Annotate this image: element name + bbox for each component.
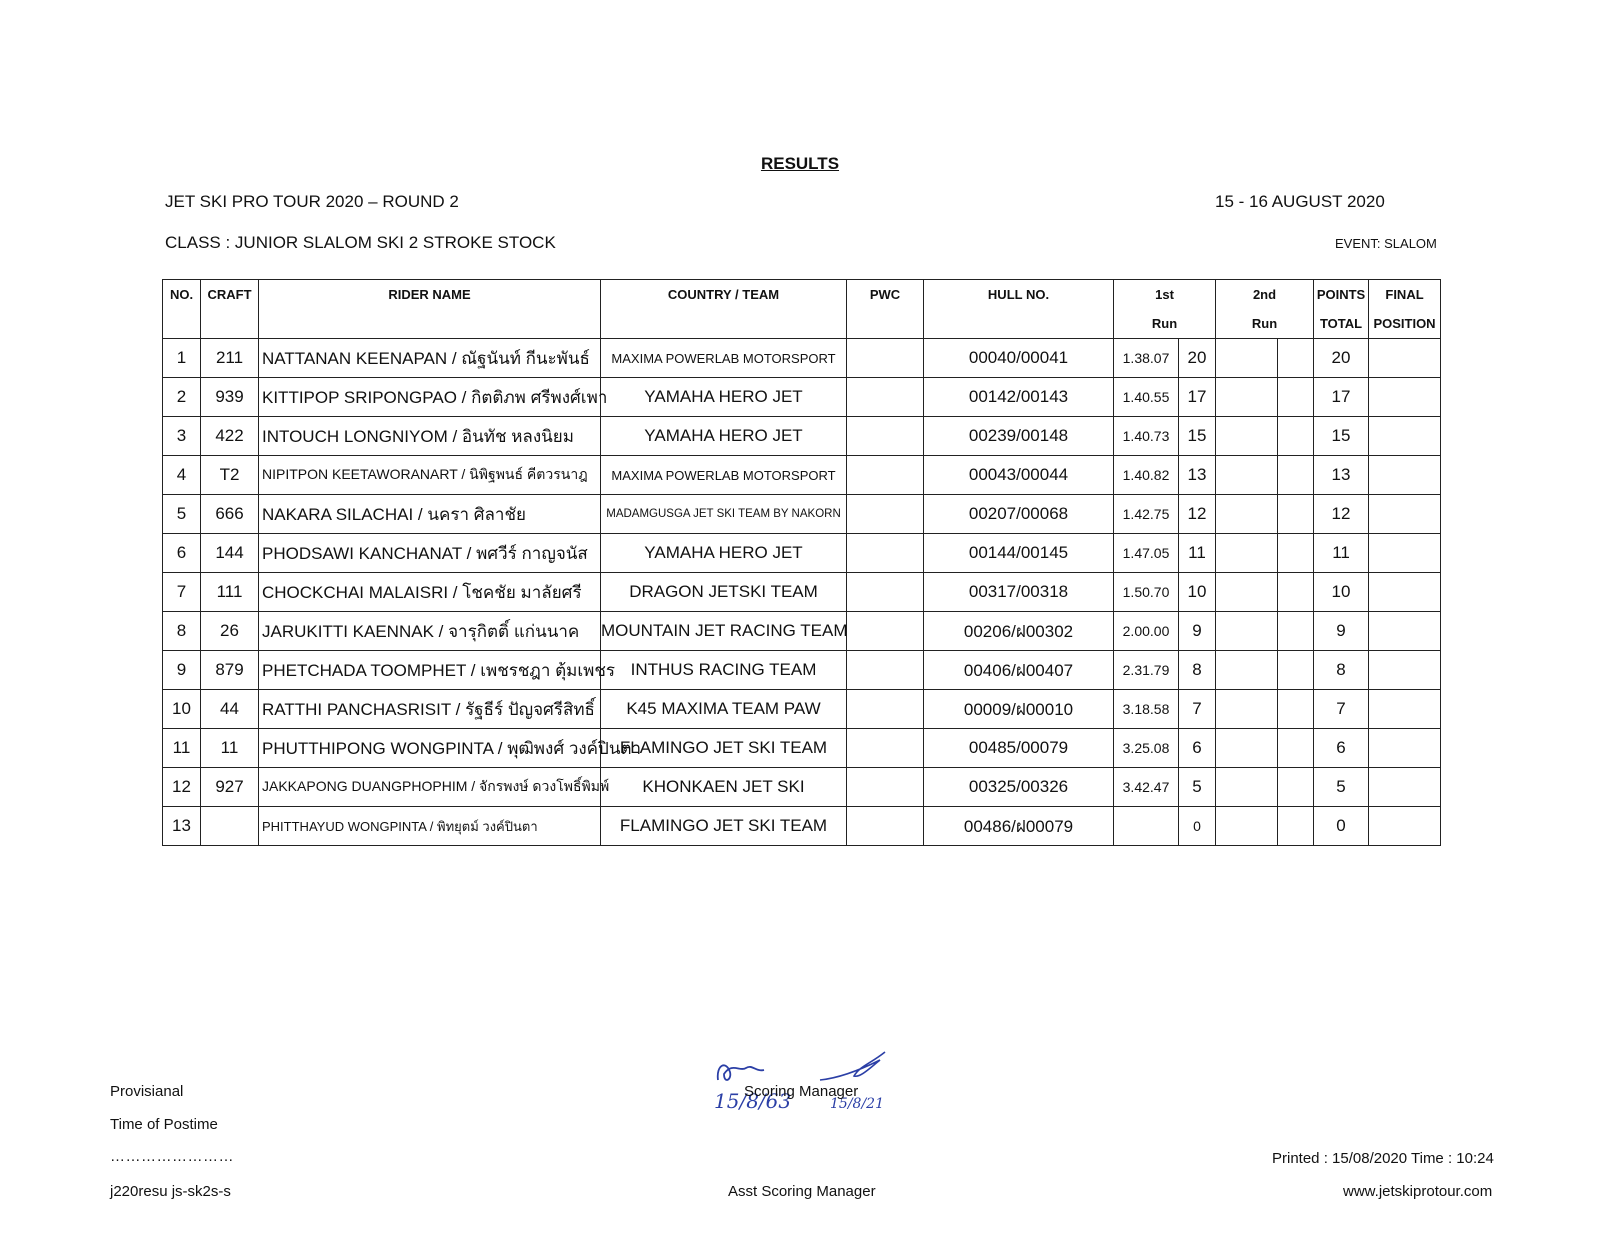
- country-team: YAMAHA HERO JET: [601, 417, 847, 456]
- craft-number: 44: [201, 690, 259, 729]
- table-row: [163, 768, 1441, 807]
- run2-points: [1278, 495, 1314, 534]
- table-header: [163, 280, 1441, 339]
- run1-points: 9: [1179, 612, 1216, 651]
- rider-name: JARUKITTI KAENNAK / จารุกิตติ์ แก่นนาค: [259, 612, 601, 651]
- run2-time: [1216, 339, 1278, 378]
- final-position: [1369, 378, 1441, 417]
- run2-time: [1216, 768, 1278, 807]
- website-link[interactable]: www.jetskiprotour.com: [1343, 1183, 1493, 1200]
- points-total: 8: [1314, 651, 1369, 690]
- points-total: 9: [1314, 612, 1369, 651]
- run1-time: 3.42.47: [1114, 768, 1179, 807]
- provisional-label: Provisianal: [110, 1083, 184, 1100]
- table-row: [163, 651, 1441, 690]
- run2-points: [1278, 573, 1314, 612]
- final-position: [1369, 573, 1441, 612]
- final-position: [1369, 729, 1441, 768]
- asst-scoring-manager-label: Asst Scoring Manager: [728, 1183, 876, 1200]
- final-position: [1369, 690, 1441, 729]
- table-row: [163, 807, 1441, 846]
- row-number: 2: [163, 378, 201, 417]
- signature-date-1: 15/8/63: [714, 1089, 792, 1113]
- points-total: 7: [1314, 690, 1369, 729]
- run2-points: [1278, 417, 1314, 456]
- pwc: [847, 456, 924, 495]
- run2-points: [1278, 378, 1314, 417]
- craft-number: 26: [201, 612, 259, 651]
- header-run2-sub: Run: [1216, 309, 1314, 339]
- row-number: 3: [163, 417, 201, 456]
- header-rider-name: RIDER NAME: [259, 280, 601, 310]
- points-total: 17: [1314, 378, 1369, 417]
- craft-number: 879: [201, 651, 259, 690]
- pwc: [847, 651, 924, 690]
- country-team: DRAGON JETSKI TEAM: [601, 573, 847, 612]
- hull-number: 00043/00044: [924, 456, 1114, 495]
- class-label: CLASS : JUNIOR SLALOM SKI 2 STROKE STOCK: [165, 233, 556, 252]
- rider-name: PHETCHADA TOOMPHET / เพชรชฎา ตุ้มเพชร: [259, 651, 601, 690]
- table-row: [163, 729, 1441, 768]
- points-total: 12: [1314, 495, 1369, 534]
- run2-points: [1278, 768, 1314, 807]
- country-team: MOUNTAIN JET RACING TEAM: [601, 612, 847, 651]
- results-title: RESULTS: [760, 154, 840, 173]
- table-body: [163, 339, 1441, 846]
- row-number: 6: [163, 534, 201, 573]
- pwc: [847, 339, 924, 378]
- table-row: [163, 417, 1441, 456]
- run1-time: 1.42.75: [1114, 495, 1179, 534]
- run1-points: 13: [1179, 456, 1216, 495]
- run1-time: 2.31.79: [1114, 651, 1179, 690]
- run2-time: [1216, 378, 1278, 417]
- run2-time: [1216, 534, 1278, 573]
- country-team: MAXIMA POWERLAB MOTORSPORT: [601, 339, 847, 378]
- hull-number: 00317/00318: [924, 573, 1114, 612]
- event-type: EVENT: SLALOM: [1335, 236, 1437, 251]
- craft-number: 927: [201, 768, 259, 807]
- row-number: 9: [163, 651, 201, 690]
- run1-time: 2.00.00: [1114, 612, 1179, 651]
- rider-name: CHOCKCHAI MALAISRI / โชคชัย มาลัยศรี: [259, 573, 601, 612]
- run1-points: 17: [1179, 378, 1216, 417]
- hull-number: 00207/00068: [924, 495, 1114, 534]
- pwc: [847, 573, 924, 612]
- country-team: KHONKAEN JET SKI: [601, 768, 847, 807]
- row-number: 11: [163, 729, 201, 768]
- header-no: NO.: [163, 280, 201, 310]
- run2-time: [1216, 612, 1278, 651]
- hull-number: 00485/00079: [924, 729, 1114, 768]
- hull-number: 00040/00041: [924, 339, 1114, 378]
- rider-name: NAKARA SILACHAI / นครา ศิลาชัย: [259, 495, 601, 534]
- hull-number: 00486/ฝ00079: [924, 807, 1114, 846]
- craft-number: 211: [201, 339, 259, 378]
- pwc: [847, 807, 924, 846]
- run1-points: 12: [1179, 495, 1216, 534]
- craft-number: T2: [201, 456, 259, 495]
- points-total: 11: [1314, 534, 1369, 573]
- pwc: [847, 495, 924, 534]
- hull-number: 00009/ฝ00010: [924, 690, 1114, 729]
- rider-name: RATTHI PANCHASRISIT / รัฐธีร์ ปัญจศรีสิทธิ์: [259, 690, 601, 729]
- header-pwc: PWC: [847, 280, 924, 310]
- craft-number: 144: [201, 534, 259, 573]
- run2-points: [1278, 339, 1314, 378]
- run1-points: 5: [1179, 768, 1216, 807]
- run1-time: [1114, 807, 1179, 846]
- run2-time: [1216, 807, 1278, 846]
- scoring-manager-label: Scoring Manager: [744, 1083, 859, 1100]
- run2-time: [1216, 417, 1278, 456]
- results-table: [162, 279, 1441, 846]
- points-total: 5: [1314, 768, 1369, 807]
- header-final: FINAL: [1369, 280, 1441, 310]
- row-number: 1: [163, 339, 201, 378]
- hull-number: 00406/ฝ00407: [924, 651, 1114, 690]
- table-row: [163, 534, 1441, 573]
- run1-points: 0: [1179, 807, 1216, 846]
- final-position: [1369, 417, 1441, 456]
- points-total: 6: [1314, 729, 1369, 768]
- craft-number: 11: [201, 729, 259, 768]
- table-row: [163, 378, 1441, 417]
- header-points: POINTS: [1314, 280, 1369, 310]
- country-team: FLAMINGO JET SKI TEAM: [601, 729, 847, 768]
- signature-date-2: 15/8/21: [830, 1096, 884, 1112]
- table-row: [163, 690, 1441, 729]
- country-team: MAXIMA POWERLAB MOTORSPORT: [601, 456, 847, 495]
- pwc: [847, 612, 924, 651]
- run1-points: 15: [1179, 417, 1216, 456]
- header-craft: CRAFT: [201, 280, 259, 310]
- final-position: [1369, 456, 1441, 495]
- header-country-team: COUNTRY / TEAM: [601, 280, 847, 310]
- table-row: [163, 573, 1441, 612]
- header-run1: 1st: [1114, 280, 1216, 310]
- points-total: 15: [1314, 417, 1369, 456]
- row-number: 13: [163, 807, 201, 846]
- run1-time: 3.25.08: [1114, 729, 1179, 768]
- country-team: YAMAHA HERO JET: [601, 534, 847, 573]
- run2-time: [1216, 690, 1278, 729]
- run1-time: 1.47.05: [1114, 534, 1179, 573]
- table-row: [163, 612, 1441, 651]
- row-number: 8: [163, 612, 201, 651]
- country-team: K45 MAXIMA TEAM PAW: [601, 690, 847, 729]
- run2-time: [1216, 729, 1278, 768]
- row-number: 4: [163, 456, 201, 495]
- craft-number: 666: [201, 495, 259, 534]
- run1-points: 7: [1179, 690, 1216, 729]
- run2-points: [1278, 690, 1314, 729]
- final-position: [1369, 534, 1441, 573]
- points-total: 10: [1314, 573, 1369, 612]
- run2-points: [1278, 456, 1314, 495]
- run1-time: 3.18.58: [1114, 690, 1179, 729]
- run1-points: 8: [1179, 651, 1216, 690]
- hull-number: 00206/ฝ00302: [924, 612, 1114, 651]
- run1-time: 1.40.82: [1114, 456, 1179, 495]
- run2-time: [1216, 456, 1278, 495]
- rider-name: PHITTHAYUD WONGPINTA / พิทยุตม์ วงค์ปินตา: [259, 807, 601, 846]
- rider-name: NATTANAN KEENAPAN / ณัฐนันท์ กีนะพันธ์: [259, 339, 601, 378]
- points-total: 13: [1314, 456, 1369, 495]
- hull-number: 00144/00145: [924, 534, 1114, 573]
- run1-time: 1.38.07: [1114, 339, 1179, 378]
- run1-points: 10: [1179, 573, 1216, 612]
- final-position: [1369, 339, 1441, 378]
- final-position: [1369, 612, 1441, 651]
- run1-points: 6: [1179, 729, 1216, 768]
- final-position: [1369, 807, 1441, 846]
- row-number: 12: [163, 768, 201, 807]
- rider-name: KITTIPOP SRIPONGPAO / กิตติภพ ศรีพงศ์เพา: [259, 378, 601, 417]
- pwc: [847, 690, 924, 729]
- run2-time: [1216, 573, 1278, 612]
- hull-number: 00239/00148: [924, 417, 1114, 456]
- table-row: [163, 456, 1441, 495]
- rider-name: NIPITPON KEETAWORANART / นิพิฐพนธ์ คีตวรนาฎ: [259, 456, 601, 495]
- run1-points: 11: [1179, 534, 1216, 573]
- event-name: JET SKI PRO TOUR 2020 – ROUND 2: [165, 192, 459, 211]
- craft-number: 939: [201, 378, 259, 417]
- hull-number: 00142/00143: [924, 378, 1114, 417]
- rider-name: PHODSAWI KANCHANAT / พศวีร์ กาญจนัส: [259, 534, 601, 573]
- run2-time: [1216, 651, 1278, 690]
- points-total: 0: [1314, 807, 1369, 846]
- pwc: [847, 768, 924, 807]
- country-team: INTHUS RACING TEAM: [601, 651, 847, 690]
- table-row: [163, 495, 1441, 534]
- printed-timestamp: Printed : 15/08/2020 Time : 10:24: [1272, 1150, 1494, 1167]
- rider-name: INTOUCH LONGNIYOM / อินทัช หลงนิยม: [259, 417, 601, 456]
- header-hull-no: HULL NO.: [924, 280, 1114, 310]
- table-row: [163, 339, 1441, 378]
- pwc: [847, 378, 924, 417]
- run2-points: [1278, 651, 1314, 690]
- header-final-sub: POSITION: [1369, 309, 1441, 339]
- run2-points: [1278, 612, 1314, 651]
- event-dates: 15 - 16 AUGUST 2020: [1215, 192, 1385, 211]
- craft-number: [201, 807, 259, 846]
- header-run1-sub: Run: [1114, 309, 1216, 339]
- craft-number: 422: [201, 417, 259, 456]
- run2-points: [1278, 807, 1314, 846]
- pwc: [847, 729, 924, 768]
- run2-points: [1278, 729, 1314, 768]
- points-total: 20: [1314, 339, 1369, 378]
- craft-number: 111: [201, 573, 259, 612]
- pwc: [847, 417, 924, 456]
- row-number: 7: [163, 573, 201, 612]
- run2-time: [1216, 495, 1278, 534]
- row-number: 10: [163, 690, 201, 729]
- final-position: [1369, 651, 1441, 690]
- rider-name: PHUTTHIPONG WONGPINTA / พุฒิพงศ์ วงค์ปินตา: [259, 729, 601, 768]
- country-team: FLAMINGO JET SKI TEAM: [601, 807, 847, 846]
- file-id: j220resu js-sk2s-s: [110, 1183, 231, 1200]
- postime-dots: ……………………: [110, 1148, 234, 1165]
- run1-points: 20: [1179, 339, 1216, 378]
- rider-name: JAKKAPONG DUANGPHOPHIM / จักรพงษ์ ดวงโพธิ์พิมพ์: [259, 768, 601, 807]
- header-points-sub: TOTAL: [1314, 309, 1369, 339]
- country-team: MADAMGUSGA JET SKI TEAM BY NAKORN: [601, 495, 847, 534]
- country-team: YAMAHA HERO JET: [601, 378, 847, 417]
- row-number: 5: [163, 495, 201, 534]
- header-run2: 2nd: [1216, 280, 1314, 310]
- hull-number: 00325/00326: [924, 768, 1114, 807]
- run2-points: [1278, 534, 1314, 573]
- run1-time: 1.40.55: [1114, 378, 1179, 417]
- pwc: [847, 534, 924, 573]
- final-position: [1369, 768, 1441, 807]
- run1-time: 1.40.73: [1114, 417, 1179, 456]
- final-position: [1369, 495, 1441, 534]
- run1-time: 1.50.70: [1114, 573, 1179, 612]
- time-of-postime-label: Time of Postime: [110, 1116, 218, 1133]
